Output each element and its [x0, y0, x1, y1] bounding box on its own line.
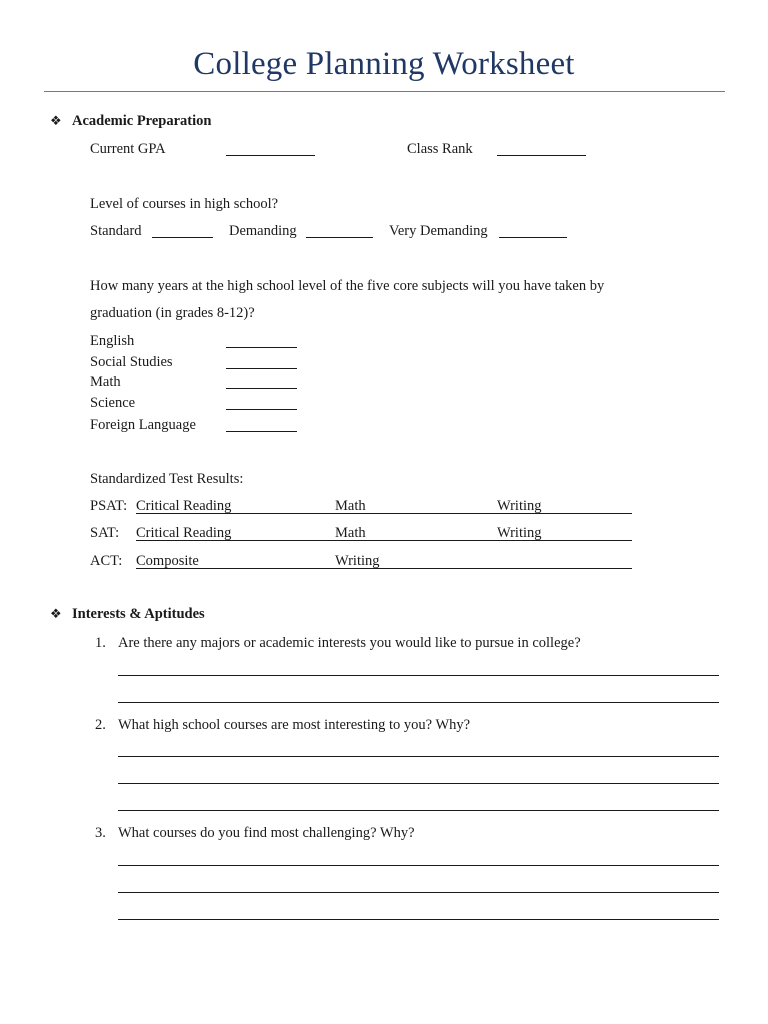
- answer-2-line-3[interactable]: [118, 810, 719, 811]
- act-writing-label: Writing: [335, 553, 380, 569]
- class-rank-field[interactable]: [497, 155, 586, 156]
- answer-3-line-1[interactable]: [118, 865, 719, 866]
- answer-2-line-1[interactable]: [118, 756, 719, 757]
- test-results-heading: Standardized Test Results:: [90, 471, 244, 487]
- psat-label: PSAT:: [90, 498, 128, 514]
- interests-heading: Interests & Aptitudes: [72, 606, 205, 622]
- question-3-text: What courses do you find most challenging? Why?: [118, 825, 415, 841]
- level-standard-field[interactable]: [152, 237, 213, 238]
- sat-writing-label: Writing: [497, 525, 542, 541]
- psat-math-label: Math: [335, 498, 366, 514]
- act-label: ACT:: [90, 553, 123, 569]
- psat-critical-reading-label: Critical Reading: [136, 498, 232, 514]
- question-1-number: 1.: [95, 635, 106, 651]
- subject-math-label: Math: [90, 374, 121, 390]
- answer-3-line-3[interactable]: [118, 919, 719, 920]
- sat-label: SAT:: [90, 525, 120, 541]
- answer-2-line-2[interactable]: [118, 783, 719, 784]
- answer-1-line-1[interactable]: [118, 675, 719, 676]
- years-question-line1: How many years at the high school level of the five core subjects will you have taken by: [90, 278, 605, 294]
- subject-foreign-language-label: Foreign Language: [90, 417, 196, 433]
- act-score-line[interactable]: [136, 568, 632, 569]
- question-2-text: What high school courses are most interesting to you? Why?: [118, 717, 471, 733]
- years-question-line2: graduation (in grades 8-12)?: [90, 305, 255, 321]
- section-bullet-icon: ❖: [50, 606, 62, 621]
- subject-social-studies-field[interactable]: [226, 368, 297, 369]
- level-very-demanding-label: Very Demanding: [389, 223, 488, 239]
- act-composite-label: Composite: [136, 553, 199, 569]
- subject-social-studies-label: Social Studies: [90, 354, 173, 370]
- level-standard-label: Standard: [90, 223, 142, 239]
- level-demanding-field[interactable]: [306, 237, 373, 238]
- subject-science-label: Science: [90, 395, 136, 411]
- level-very-demanding-field[interactable]: [499, 237, 567, 238]
- sat-math-label: Math: [335, 525, 366, 541]
- subject-science-field[interactable]: [226, 409, 297, 410]
- subject-foreign-language-field[interactable]: [226, 431, 297, 432]
- section-bullet-icon: ❖: [50, 113, 62, 128]
- sat-critical-reading-label: Critical Reading: [136, 525, 232, 541]
- question-2-number: 2.: [95, 717, 106, 733]
- page-title: College Planning Worksheet: [193, 46, 575, 82]
- psat-writing-label: Writing: [497, 498, 542, 514]
- subject-english-label: English: [90, 333, 135, 349]
- question-3-number: 3.: [95, 825, 106, 841]
- course-level-question: Level of courses in high school?: [90, 196, 279, 212]
- gpa-field[interactable]: [226, 155, 315, 156]
- academic-heading: Academic Preparation: [72, 113, 212, 129]
- answer-3-line-2[interactable]: [118, 892, 719, 893]
- title-divider: [44, 91, 725, 92]
- level-demanding-label: Demanding: [229, 223, 297, 239]
- subject-english-field[interactable]: [226, 347, 297, 348]
- answer-1-line-2[interactable]: [118, 702, 719, 703]
- subject-math-field[interactable]: [226, 388, 297, 389]
- gpa-label: Current GPA: [90, 141, 166, 157]
- question-1-text: Are there any majors or academic interests you would like to pursue in college?: [118, 635, 581, 651]
- class-rank-label: Class Rank: [407, 141, 473, 157]
